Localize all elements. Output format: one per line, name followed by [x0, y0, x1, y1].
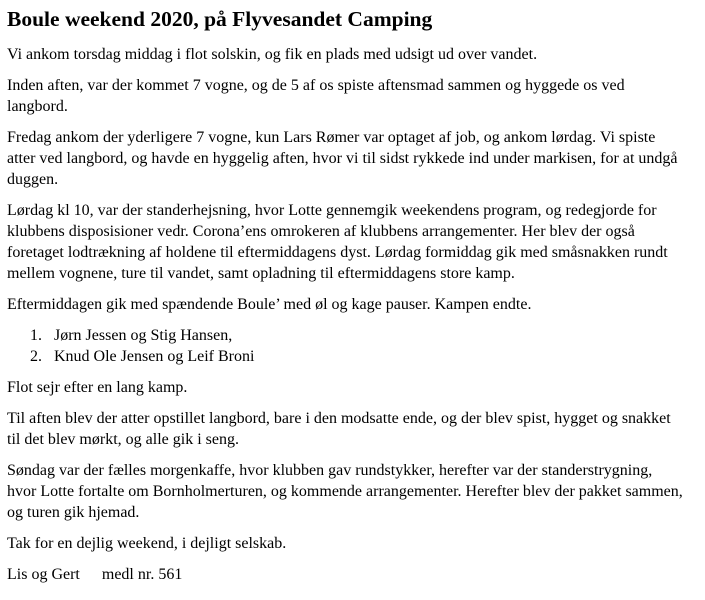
signature — [7, 564, 685, 585]
paragraph-evening-thursday: Inden aften, var der kommet 7 vogne, og de 5 af os spiste aftensmad sammen og hyggede os ved langbord. — [7, 77, 625, 115]
list-item — [7, 325, 685, 346]
paragraph-arrival-thursday: Vi ankom torsdag middag i flot solskin, og fik en plads med udsigt ud over vandet. — [7, 46, 538, 63]
paragraph-saturday-evening: Til aften blev der atter opstillet langbord, bare i den modsatte ende, og der blev spist, hygget og snakket til det blev mørkt, og alle gik i seng. — [7, 410, 671, 448]
results-list — [7, 325, 685, 367]
paragraph-thanks: Tak for en dejlig weekend, i dejligt selskab. — [7, 535, 287, 552]
paragraph-saturday: Lørdag kl 10, var der standerhejsning, hvor Lotte gennemgik weekendens program, og redegjorde for klubbens disposisioner vedr. Corona’ens omrokeren af klubbens arrangementer. Her blev der også foretaget lodtrækning af holdene til eftermiddagens dyst. Lørdag formiddag gik med småsnakken rundt mellem vognene, ture til vandet, samt opladning til eftermiddagens store kamp. — [7, 202, 668, 282]
paragraph-victory: Flot sejr efter en lang kamp. — [7, 379, 188, 396]
list-item-text: Jørn Jessen og Stig Hansen, — [54, 327, 233, 344]
paragraph-afternoon: Eftermiddagen gik med spændende Boule’ med øl og kage pauser. Kampen endte. — [7, 296, 532, 313]
document-title: Boule weekend 2020, på Flyvesandet Camping — [7, 7, 433, 31]
list-item-number: 2. — [30, 348, 42, 365]
paragraph-sunday: Søndag var der fælles morgenkaffe, hvor klubben gav rundstykker, herefter var der standerstrygning, hvor Lotte fortalte om Bornholmerturen, og kommende arrangementer. Herefter blev der pakket sammen, og turen gik hjemad. — [7, 462, 683, 521]
membership-number: medl nr. 561 — [101, 566, 183, 583]
list-item-number: 1. — [30, 327, 42, 344]
signature-names: Lis og Gert — [7, 566, 80, 583]
paragraph-friday: Fredag ankom der yderligere 7 vogne, kun Lars Rømer var optaget af job, og ankom lørdag. Vi spiste atter ved langbord, og havde en hyggelig aften, hvor vi til sidst rykkede ind under markisen, for at undgå duggen. — [7, 129, 678, 188]
list-item-text: Knud Ole Jensen og Leif Broni — [54, 348, 255, 365]
list-item — [7, 346, 685, 367]
